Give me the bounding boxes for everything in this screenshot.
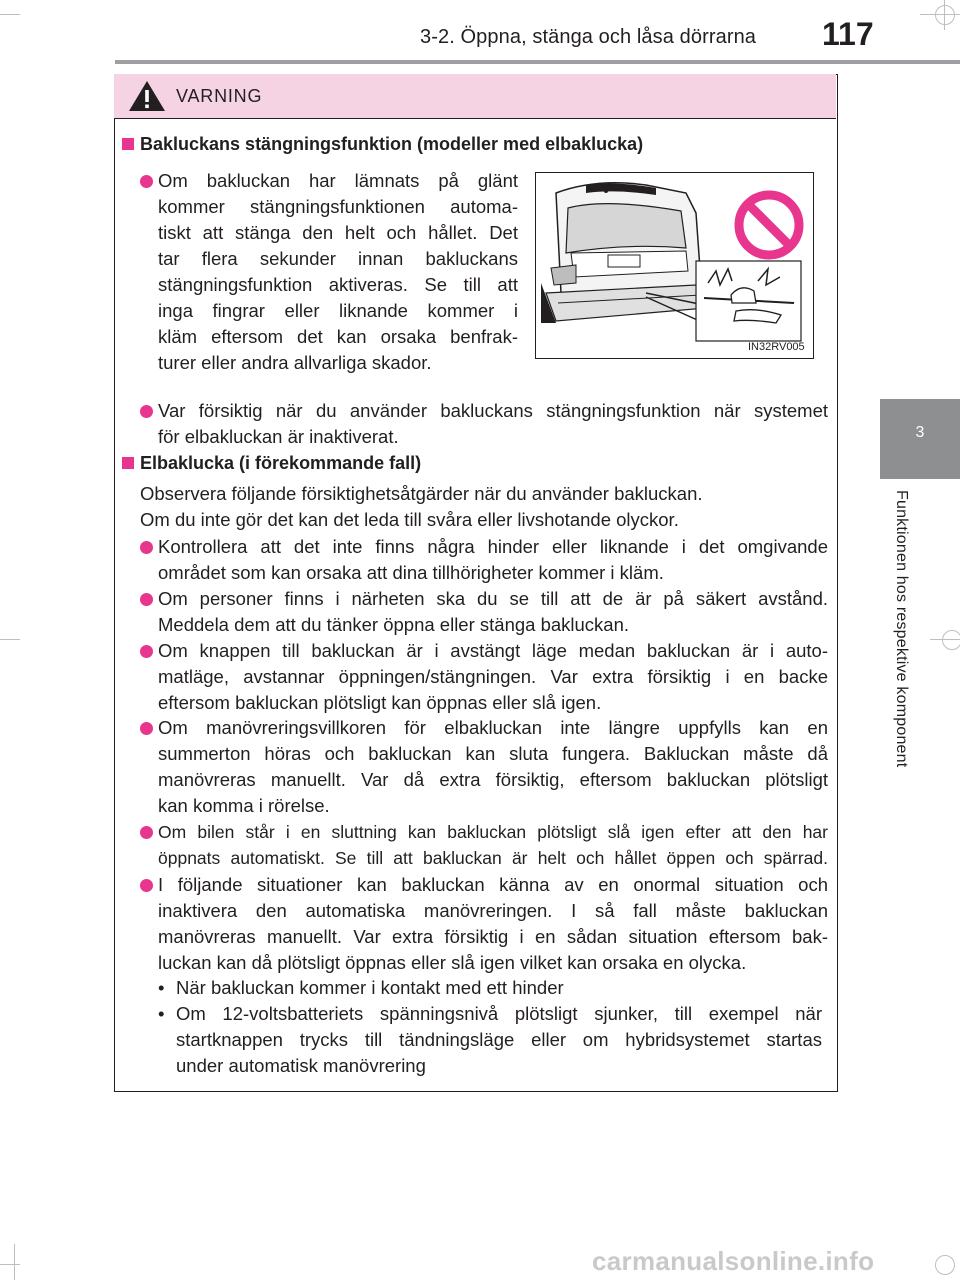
section-intro: Observera följande försiktighetsåtgärder när du använder bakluckan. Om du inte gör det kan det leda till svåra eller livshotande olyckor. xyxy=(140,483,703,530)
bullet-dot-icon xyxy=(140,722,153,735)
tailgate-closing-hazard-image xyxy=(536,173,813,358)
bullet-point-icon: • xyxy=(158,1003,165,1024)
chapter-number: 3 xyxy=(915,424,925,441)
bullet-dot-icon xyxy=(140,879,153,892)
crop-mark xyxy=(930,639,960,640)
chapter-title: Funktionen hos respektive komponent xyxy=(893,490,910,768)
warning-paragraph: Om manövreringsvillkoren för elbakluckan inte längre uppfylls kan en summerton höras och bakluckan kan sluta fungera. Bakluckan måste då manövreras manuellt. Var då extra försiktig, eftersom bakluckan plötsligt kan komma i rörelse. xyxy=(158,717,828,816)
bullet-dot-icon xyxy=(140,541,153,554)
warning-paragraph: Om knappen till bakluckan är i avstängt läge medan bakluckan är i auto- matläge, avstannar öppningen/stängningen. Var extra försiktig i en backe eftersom bakluckan plötsligt kan öppnas eller slå igen. xyxy=(158,640,828,713)
bullet-dot-icon xyxy=(140,593,153,606)
bullet-dot-icon xyxy=(140,645,153,658)
square-bullet-icon xyxy=(122,138,134,150)
illustration-code: IN32RV005 xyxy=(748,341,805,353)
registration-mark xyxy=(935,5,955,25)
bullet-dot-icon xyxy=(140,826,153,839)
header-rule xyxy=(115,60,960,64)
warning-triangle-icon xyxy=(128,80,166,112)
crop-mark xyxy=(0,14,20,15)
section-heading: Bakluckans stängningsfunktion (modeller med elbaklucka) xyxy=(122,134,643,155)
warning-paragraph: Om bakluckan har lämnats på glänt kommer stängningsfunktionen automa- tiskt att stänga den helt och hållet. Det tar flera sekunder innan bakluckans stängningsfunktion aktiveras. Se till att inga fingrar eller liknande kommer i kläm eftersom det kan orsaka benfrak- turer eller andra allvarliga skador. xyxy=(158,170,518,373)
square-bullet-icon xyxy=(122,457,134,469)
crop-mark xyxy=(0,639,20,640)
section-heading: Elbaklucka (i förekommande fall) xyxy=(122,453,421,474)
page-number: 117 xyxy=(822,16,874,52)
warning-paragraph: Om personer finns i närheten ska du se till att de är på säkert avstånd. Meddela dem att du tänker öppna eller stänga bakluckan. xyxy=(158,588,828,635)
tailgate-illustration xyxy=(535,172,814,359)
sub-item: • När bakluckan kommer i kontakt med ett hinder xyxy=(158,975,822,1001)
warning-paragraph: Kontrollera att det inte finns några hinder eller liknande i det omgivande området som kan orsaka att dina tillhörigheter kommer i kläm. xyxy=(158,536,828,583)
warning-label: VARNING xyxy=(176,86,263,106)
bullet-dot-icon xyxy=(140,405,153,418)
sub-item-list xyxy=(158,975,822,1079)
crop-mark xyxy=(920,14,960,15)
warning-paragraph: Om bilen står i en sluttning kan bakluckan plötsligt slå igen efter att den har öppnats automatiskt. Se till att bakluckan är helt och hållet öppen och spärrad. xyxy=(158,822,828,868)
bullet-point-icon: • xyxy=(158,977,165,998)
crop-mark xyxy=(14,1244,15,1280)
warning-paragraph: Var försiktig när du använder bakluckans stängningsfunktion när systemet för elbakluckan är inaktiverat. xyxy=(158,400,828,447)
sub-item: • Om 12-voltsbatteriets spänningsnivå plötsligt sjunker, till exempel när startknappen trycks till tändningsläge eller om hybridsystemet startas under automatisk manövrering xyxy=(158,1003,822,1076)
crop-mark xyxy=(0,1264,20,1265)
warning-paragraph: I följande situationer kan bakluckan känna av en onormal situation och inaktivera den automatiska manövreringen. I så fall måste bakluckan manövreras manuellt. Var extra försiktig i en sådan situation eftersom bak- luckan kan då plötsligt öppnas eller slå igen vilket kan orsaka en olycka. xyxy=(158,874,828,973)
registration-mark xyxy=(935,1255,955,1275)
registration-mark xyxy=(942,630,960,650)
crop-mark xyxy=(944,0,945,30)
header-section-title: 3-2. Öppna, stänga och låsa dörrarna xyxy=(420,26,757,48)
bullet-dot-icon xyxy=(140,175,153,188)
watermark: carmanualsonline.info xyxy=(592,1246,875,1276)
